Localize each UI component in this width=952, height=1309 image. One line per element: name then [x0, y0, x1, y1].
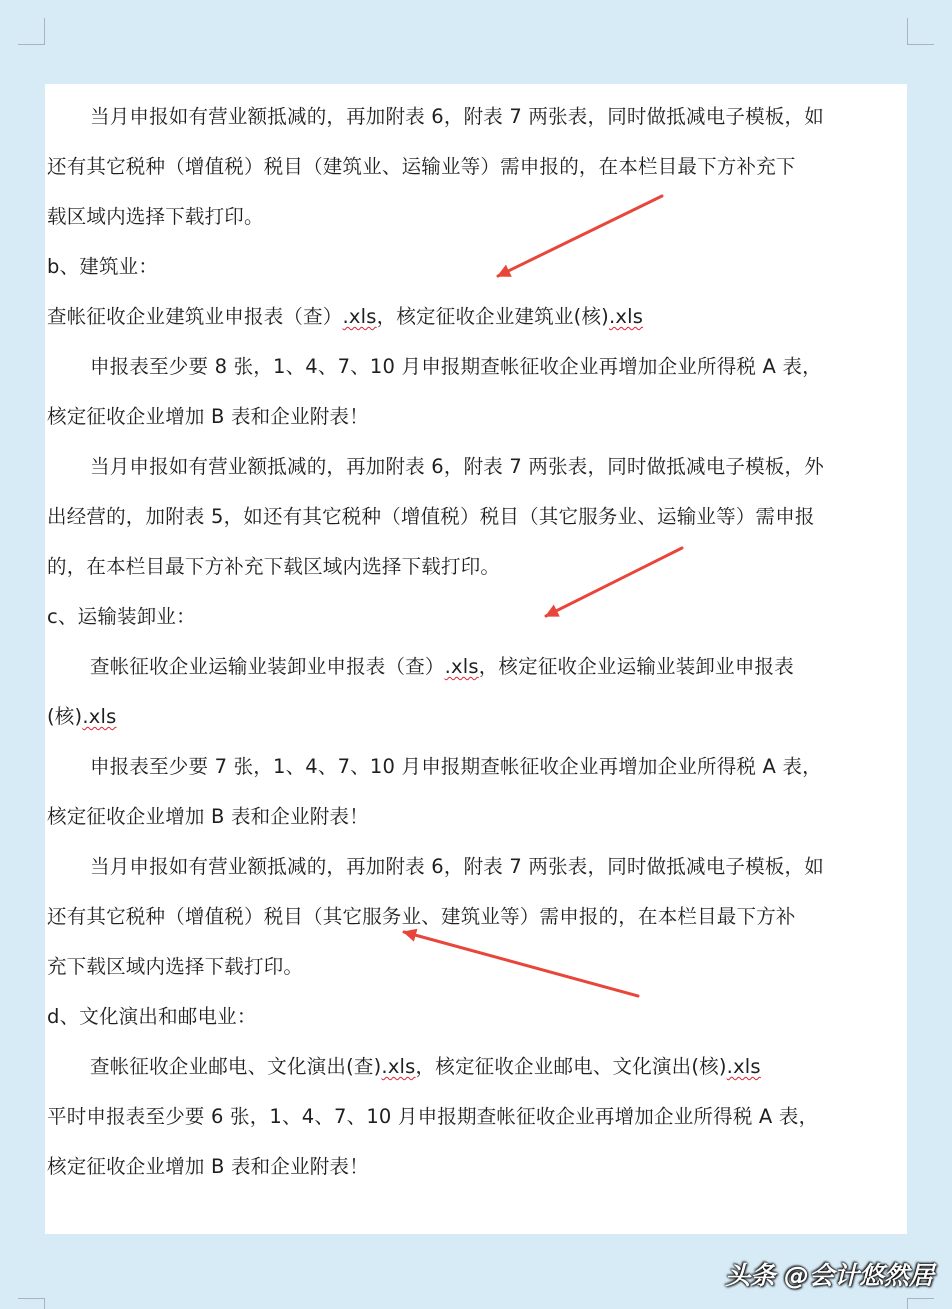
file-extension: .xls [381, 1055, 416, 1078]
paragraph-line: 出经营的，加附表 5，如还有其它税种（增值税）税目（其它服务业、运输业等）需申报 [47, 505, 815, 528]
file-name-text: ，核定征收企业建筑业(核) [376, 305, 609, 328]
document-body [45, 84, 907, 1192]
paragraph-line: 的，在本栏目最下方补充下载区域内选择下载打印。 [47, 555, 501, 578]
file-extension: .xls [82, 705, 117, 728]
paragraph-line: 充下载区域内选择下载打印。 [47, 955, 304, 978]
file-extension: .xls [726, 1055, 761, 1078]
file-names-line [47, 642, 905, 692]
paragraph-line: 核定征收企业增加 B 表和企业附表！ [47, 405, 369, 428]
section-heading-culture-postal: d、文化演出和邮电业： [47, 1005, 257, 1028]
page-corner-mark-top-right [907, 18, 934, 45]
paragraph-line: 平时申报表至少要 6 张，1、4、7、10 月申报期查帐征收企业再增加企业所得税 A 表， [47, 1105, 819, 1128]
paragraph-line: 还有其它税种（增值税）税目（其它服务业、建筑业等）需申报的，在本栏目最下方补 [47, 905, 796, 928]
watermark: 头条 @会计悠然居 [725, 1261, 934, 1290]
paragraph-line: 申报表至少要 8 张，1、4、7、10 月申报期查帐征收企业再增加企业所得税 A 表， [90, 355, 822, 378]
paragraph-line: 当月申报如有营业额抵减的，再加附表 6，附表 7 两张表，同时做抵减电子模板，如 [90, 855, 824, 878]
paragraph-line: 还有其它税种（增值税）税目（建筑业、运输业等）需申报的，在本栏目最下方补充下 [47, 155, 796, 178]
file-name-text: 查帐征收企业邮电、文化演出(查) [90, 1055, 382, 1078]
paragraph-line: 当月申报如有营业额抵减的，再加附表 6，附表 7 两张表，同时做抵减电子模板，外 [90, 455, 824, 478]
file-name-text: ，核定征收企业邮电、文化演出(核) [415, 1055, 727, 1078]
paragraph-line: 当月申报如有营业额抵减的，再加附表 6，附表 7 两张表，同时做抵减电子模板，如 [90, 105, 824, 128]
file-extension: .xls [444, 655, 479, 678]
file-names-line [47, 692, 905, 742]
file-name-text: 查帐征收企业运输业装卸业申报表（查） [90, 655, 445, 678]
file-extension: .xls [608, 305, 644, 328]
file-names-line [47, 1042, 905, 1092]
page-corner-mark-bottom-left [18, 1298, 45, 1309]
document-page [45, 84, 907, 1234]
file-name-text: 查帐征收企业建筑业申报表（查） [47, 305, 343, 328]
paragraph-line: 核定征收企业增加 B 表和企业附表！ [47, 805, 369, 828]
page-corner-mark-bottom-right [907, 1298, 934, 1309]
file-name-text: (核) [47, 705, 83, 728]
paragraph-line: 载区域内选择下载打印。 [47, 205, 264, 228]
file-names-line [47, 292, 905, 342]
section-heading-transport: c、运输装卸业： [47, 605, 196, 628]
paragraph-line: 申报表至少要 7 张，1、4、7、10 月申报期查帐征收企业再增加企业所得税 A 表， [90, 755, 822, 778]
file-name-text: ，核定征收企业运输业装卸业申报表 [478, 655, 794, 678]
page-corner-mark-top-left [18, 18, 45, 45]
paragraph-line: 核定征收企业增加 B 表和企业附表！ [47, 1155, 369, 1178]
section-heading-construction: b、建筑业： [47, 255, 159, 278]
file-extension: .xls [342, 305, 377, 328]
